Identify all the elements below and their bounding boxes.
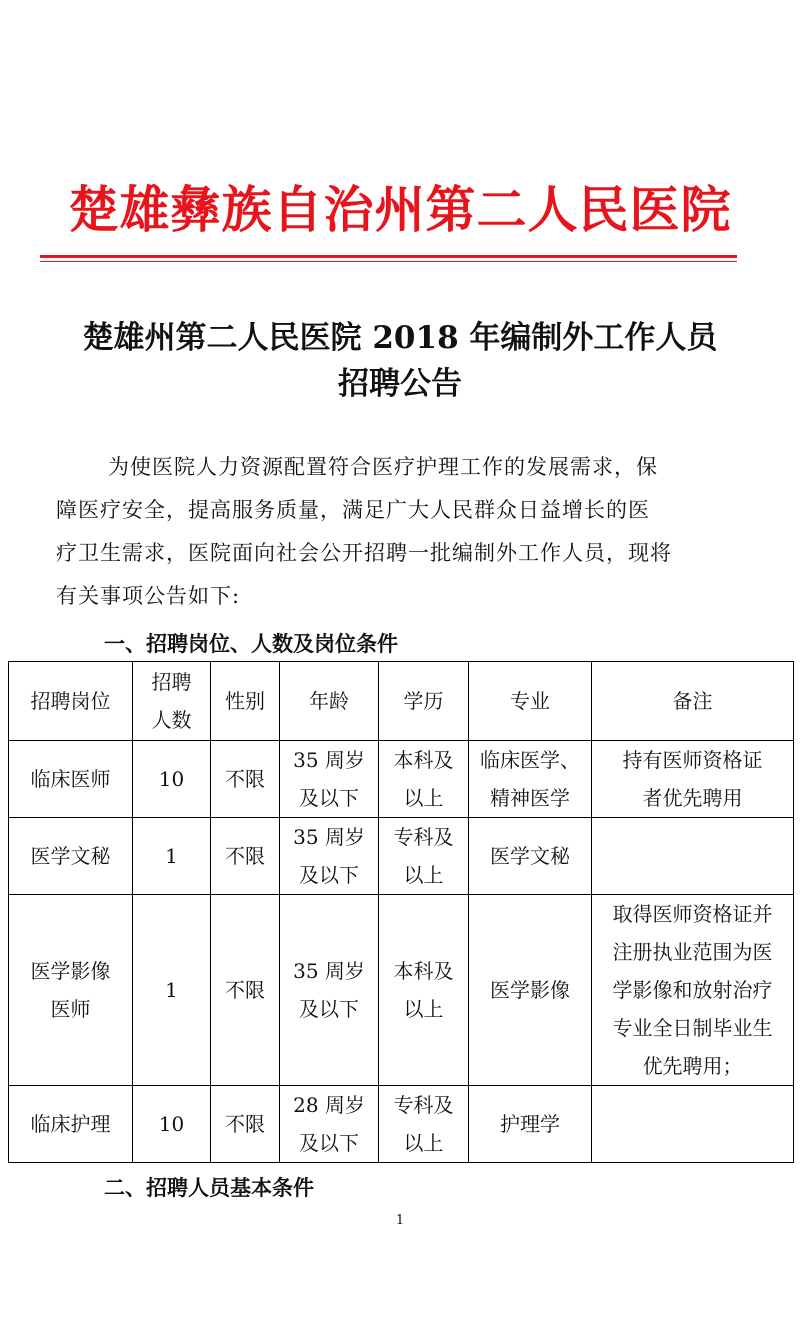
intro-line-3: 疗卫生需求，医院面向社会公开招聘一批编制外工作人员，现将 [56,541,672,565]
header-education: 学历 [379,662,469,741]
cell-position: 医学文秘 [9,818,133,895]
letterhead-rule-thin [40,261,737,262]
letterhead-rule-thick [40,255,737,258]
cell-age-l2: 及以下 [299,997,359,1021]
cell-age-l2: 及以下 [299,1131,359,1155]
cell-notes-l5: 优先聘用； [642,1054,743,1078]
cell-edu-l2: 以上 [403,786,444,810]
cell-major [469,741,592,818]
header-count-l1: 招聘 [151,670,192,694]
cell-edu-l1: 专科及 [393,1093,454,1117]
intro-line-2: 障医疗安全，提高服务质量，满足广大人民群众日益增长的医 [56,498,650,522]
cell-edu-l2: 以上 [403,997,444,1021]
header-gender: 性别 [211,662,280,741]
header-position: 招聘岗位 [9,662,133,741]
cell-notes-l2: 注册执业范围为医 [612,940,773,964]
cell-edu-l1: 专科及 [393,825,454,849]
cell-count: 1 [133,818,211,895]
letterhead-title: 楚雄彝族自治州第二人民医院 [68,181,732,239]
cell-education [379,741,469,818]
section-1-heading: 一、招聘岗位、人数及岗位条件 [104,632,398,656]
cell-age [280,741,379,818]
cell-position-l2: 医师 [50,997,91,1021]
cell-notes-l3: 学影像和放射治疗 [612,978,773,1002]
header-count [133,662,211,741]
cell-notes [592,895,794,1086]
cell-education [379,818,469,895]
cell-age [280,818,379,895]
cell-major: 护理学 [469,1086,592,1163]
table-row [9,895,794,1086]
cell-gender: 不限 [211,818,280,895]
cell-position: 临床医师 [9,741,133,818]
cell-major-l2: 精神医学 [490,786,570,810]
header-count-l2: 人数 [151,708,192,732]
cell-notes [592,818,794,895]
cell-gender: 不限 [211,741,280,818]
cell-age-l1: 35 周岁 [293,959,365,983]
cell-edu-l2: 以上 [403,1131,444,1155]
cell-age-l1: 35 周岁 [293,825,365,849]
header-age: 年龄 [280,662,379,741]
intro-line-1 [56,446,746,489]
cell-age [280,1086,379,1163]
cell-major: 医学文秘 [469,818,592,895]
cell-position-l1: 医学影像 [30,959,111,983]
cell-count: 1 [133,895,211,1086]
cell-notes [592,741,794,818]
cell-gender: 不限 [211,895,280,1086]
table-row [9,1086,794,1163]
cell-age-l1: 35 周岁 [293,748,365,772]
cell-age-l2: 及以下 [299,863,359,887]
cell-position [9,895,133,1086]
cell-count: 10 [133,741,211,818]
cell-notes-l4: 专业全日制毕业生 [612,1016,773,1040]
intro-line-4: 有关事项公告如下: [56,584,241,608]
intro-line-1-text: 为使医院人力资源配置符合医疗护理工作的发展需求，保 [108,455,658,479]
page-number: 1 [395,1213,405,1228]
header-major: 专业 [469,662,592,741]
table-row [9,741,794,818]
cell-age [280,895,379,1086]
cell-count: 10 [133,1086,211,1163]
recruitment-table [8,661,794,1163]
cell-edu-l2: 以上 [403,863,444,887]
cell-gender: 不限 [211,1086,280,1163]
cell-notes-l2: 者优先聘用 [642,786,743,810]
cell-edu-l1: 本科及 [393,748,454,772]
cell-education [379,1086,469,1163]
cell-notes-l1: 取得医师资格证并 [612,902,773,926]
document-title-line1: 楚雄州第二人民医院 2018 年编制外工作人员 [82,320,718,356]
cell-major-l1: 临床医学、 [480,748,580,772]
table-row [9,818,794,895]
section-2-heading: 二、招聘人员基本条件 [104,1176,314,1200]
header-notes: 备注 [592,662,794,741]
cell-position: 临床护理 [9,1086,133,1163]
cell-notes-l1: 持有医师资格证 [622,748,763,772]
cell-notes [592,1086,794,1163]
cell-age-l2: 及以下 [299,786,359,810]
cell-edu-l1: 本科及 [393,959,454,983]
cell-major: 医学影像 [469,895,592,1086]
document-title-line2: 招聘公告 [338,366,462,402]
table-header-row [9,662,794,741]
cell-age-l1: 28 周岁 [293,1093,365,1117]
cell-education [379,895,469,1086]
